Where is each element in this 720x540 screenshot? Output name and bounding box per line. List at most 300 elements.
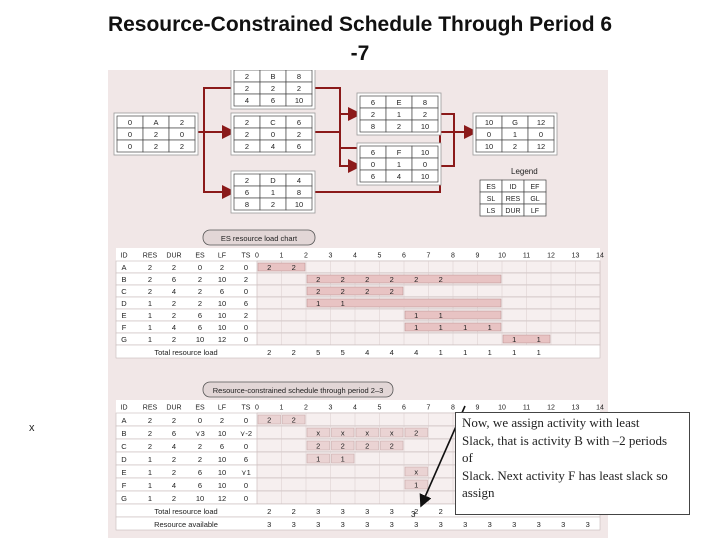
load-bar xyxy=(405,311,501,319)
footer-value: 1 xyxy=(512,348,517,357)
activity-cell: 1 xyxy=(147,481,153,490)
legend-cell-label: LF xyxy=(530,208,540,215)
period-label: 3 xyxy=(328,252,333,260)
legend-cell-label: GL xyxy=(530,196,540,203)
period-label: 4 xyxy=(353,252,357,260)
activity-cell: 1 xyxy=(147,455,153,464)
load-value: 2 xyxy=(316,287,321,296)
node-cell-value: 4 xyxy=(396,172,402,181)
period-label: 5 xyxy=(377,404,382,412)
period-label: 0 xyxy=(255,252,259,260)
load-value: 2 xyxy=(389,275,394,284)
load-value: 2 xyxy=(414,275,419,284)
activity-cell: 1 xyxy=(147,323,153,332)
footer-value: 1 xyxy=(487,348,492,357)
footer-value: 2 xyxy=(291,348,296,357)
activity-cell: G xyxy=(121,335,127,344)
activity-cell: 2 xyxy=(147,275,153,284)
footer-value: 3 xyxy=(487,520,492,529)
activity-cell: 4 xyxy=(171,481,177,490)
title-line-1: Resource-Constrained Schedule Through Period 6 xyxy=(107,13,613,36)
legend-cell-label: DUR xyxy=(505,208,521,215)
footer-value: 3 xyxy=(389,507,394,516)
load-value: 2 xyxy=(316,275,321,284)
node-cell-value: 4 xyxy=(270,142,276,151)
activity-cell: E xyxy=(121,468,127,477)
load-value: 2 xyxy=(340,275,345,284)
period-label: 9 xyxy=(475,252,480,260)
activity-cell: A xyxy=(121,263,127,272)
activity-cell: 10 xyxy=(195,494,205,503)
footer-value: 3 xyxy=(316,507,321,516)
activity-cell: 2 xyxy=(171,335,177,344)
schedule-mark: 2 xyxy=(389,441,394,451)
node-cell-value: 0 xyxy=(538,130,544,139)
node-cell-value: 2 xyxy=(370,110,376,119)
network-node-d xyxy=(231,171,315,213)
period-label: 6 xyxy=(402,404,406,412)
load-value: 1 xyxy=(414,311,419,320)
activity-cell: 1 xyxy=(147,468,153,477)
footer-value: 2 xyxy=(267,507,272,516)
load-bar xyxy=(503,335,550,343)
period-label: 8 xyxy=(451,404,455,412)
node-cell-value: G xyxy=(512,118,518,127)
footer-label: Resource available xyxy=(154,520,218,529)
activity-cell: 2 xyxy=(197,455,203,464)
activity-cell: 2 xyxy=(197,442,203,451)
column-header: ES xyxy=(195,404,205,412)
node-cell-value: A xyxy=(153,118,159,127)
schedule-mark: 2 xyxy=(316,441,321,451)
column-header: RES xyxy=(142,404,158,412)
node-cell-value: 12 xyxy=(536,142,546,151)
schedule-mark: 1 xyxy=(340,454,345,464)
footer-value: 1 xyxy=(438,348,443,357)
chart1-title: ES resource load chart xyxy=(220,234,298,243)
node-cell-value: 2 xyxy=(153,130,159,139)
node-cell-value: 2 xyxy=(179,118,185,127)
activity-cell: 2 xyxy=(147,416,153,425)
activity-cell: 1 xyxy=(147,494,153,503)
slide-title xyxy=(40,10,680,68)
load-value: 2 xyxy=(291,263,296,272)
activity-cell: 2 xyxy=(197,275,203,284)
node-cell-value: 0 xyxy=(422,160,428,169)
activity-cell: 2 xyxy=(147,429,153,438)
load-value: 1 xyxy=(340,299,345,308)
activity-cell: 2 xyxy=(219,416,225,425)
period-label: 12 xyxy=(547,252,555,260)
node-cell-value: 2 xyxy=(153,142,159,151)
node-cell-value: 2 xyxy=(244,176,250,185)
period-label: 13 xyxy=(571,404,580,412)
activity-cell: 12 xyxy=(217,494,227,503)
activity-cell: 10 xyxy=(217,299,227,308)
node-cell-value: 6 xyxy=(370,172,376,181)
node-cell-value: 10 xyxy=(420,122,430,131)
node-cell-value: 2 xyxy=(296,130,302,139)
footer-label: Total resource load xyxy=(154,507,218,516)
node-cell-value: 4 xyxy=(296,176,302,185)
schedule-mark: 2 xyxy=(291,415,296,425)
footer-value: 4 xyxy=(365,348,370,357)
activity-cell: 6 xyxy=(219,287,225,296)
activity-cell: C xyxy=(121,287,127,296)
node-cell-value: 0 xyxy=(127,118,133,127)
network-node-e xyxy=(357,93,441,135)
legend-cell-label: ID xyxy=(509,184,517,191)
node-cell-value: 10 xyxy=(484,118,494,127)
period-label: 9 xyxy=(475,404,480,412)
activity-cell: 10 xyxy=(195,335,205,344)
activity-cell: 6 xyxy=(171,275,177,284)
node-cell-value: 0 xyxy=(179,130,185,139)
period-label: 0 xyxy=(255,404,259,412)
node-cell-value: 2 xyxy=(244,72,250,81)
schedule-mark: 1 xyxy=(316,454,321,464)
activity-cell: D xyxy=(121,455,127,464)
period-label: 7 xyxy=(426,252,431,260)
column-header: RES xyxy=(142,252,158,260)
activity-cell: 0 xyxy=(243,263,249,272)
schedule-mark: x xyxy=(340,428,345,438)
load-bar xyxy=(307,287,403,295)
footer-value: 3 xyxy=(561,520,566,529)
node-cell-value: 8 xyxy=(422,98,428,107)
activity-cell: 0 xyxy=(243,287,249,296)
footer-value: 3 xyxy=(438,520,443,529)
callout-line: of xyxy=(462,450,473,465)
node-cell-value: 10 xyxy=(420,172,430,181)
node-cell-value: 8 xyxy=(296,188,302,197)
column-header: ID xyxy=(120,252,128,260)
activity-cell: ⋎3 xyxy=(195,429,205,438)
node-cell-value: 2 xyxy=(296,84,302,93)
period-label: 2 xyxy=(304,252,308,260)
period-label: 3 xyxy=(328,404,333,412)
activity-cell: 2 xyxy=(171,263,177,272)
activity-cell: 2 xyxy=(171,455,177,464)
period-label: 5 xyxy=(377,252,382,260)
activity-cell: 0 xyxy=(197,416,203,425)
activity-cell: ⋎1 xyxy=(241,468,251,477)
period-label: 11 xyxy=(522,404,531,412)
activity-cell: 6 xyxy=(197,468,203,477)
footer-value: 5 xyxy=(316,348,321,357)
footer-value: 4 xyxy=(414,348,419,357)
schedule-mark: 2 xyxy=(267,415,272,425)
footer-value: 3 xyxy=(512,520,517,529)
es-resource-load-chart xyxy=(116,248,604,358)
node-cell-value: 2 xyxy=(512,142,518,151)
footer-value: 4 xyxy=(389,348,394,357)
load-bar xyxy=(405,323,501,331)
activity-cell: 6 xyxy=(197,311,203,320)
node-cell-value: 10 xyxy=(294,96,304,105)
activity-cell: C xyxy=(121,442,127,451)
activity-cell: F xyxy=(121,481,127,490)
activity-cell: 2 xyxy=(147,442,153,451)
node-cell-value: 8 xyxy=(296,72,302,81)
activity-cell: 0 xyxy=(243,323,249,332)
load-bar xyxy=(258,263,305,271)
period-label: 6 xyxy=(402,252,406,260)
footer-value: 5 xyxy=(340,348,345,357)
activity-cell: 1 xyxy=(147,299,153,308)
callout-line: Now, we assign activity with least xyxy=(462,415,640,430)
node-cell-value: 6 xyxy=(370,98,376,107)
node-cell-value: 2 xyxy=(244,84,250,93)
period-label: 10 xyxy=(498,404,506,412)
activity-cell: D xyxy=(121,299,127,308)
legend-title: Legend xyxy=(511,167,538,176)
period-label: 12 xyxy=(547,404,555,412)
node-cell-value: 4 xyxy=(244,96,250,105)
activity-cell: 1 xyxy=(147,335,153,344)
stray-mark: x xyxy=(29,422,35,434)
period-label: 10 xyxy=(498,252,506,260)
footer-value: 3 xyxy=(340,520,345,529)
period-label: 7 xyxy=(426,404,431,412)
node-cell-value: 10 xyxy=(294,200,304,209)
activity-cell: 10 xyxy=(217,311,227,320)
activity-cell: 2 xyxy=(243,275,249,284)
node-cell-value: 2 xyxy=(244,130,250,139)
callout-line: assign xyxy=(462,485,495,500)
activity-cell: 12 xyxy=(217,335,227,344)
node-cell-value: 2 xyxy=(422,110,428,119)
column-header: LF xyxy=(217,404,227,412)
node-cell-value: B xyxy=(270,72,276,81)
node-cell-value: 10 xyxy=(420,148,430,157)
footer-value: 2 xyxy=(438,507,443,516)
node-cell-value: 10 xyxy=(484,142,494,151)
period-label: 1 xyxy=(279,252,284,260)
activity-cell: 2 xyxy=(171,311,177,320)
load-value: 1 xyxy=(438,323,443,332)
footer-value: 3 xyxy=(414,520,419,529)
column-header: TS xyxy=(241,404,251,412)
network-node-g xyxy=(473,113,557,155)
activity-cell: 6 xyxy=(197,323,203,332)
load-value: 2 xyxy=(267,263,272,272)
load-value: 1 xyxy=(487,323,492,332)
network-node-b xyxy=(231,70,315,109)
period-label: 13 xyxy=(571,252,580,260)
load-value: 1 xyxy=(414,323,419,332)
activity-cell: 10 xyxy=(217,323,227,332)
activity-cell: 2 xyxy=(197,299,203,308)
activity-cell: 4 xyxy=(171,442,177,451)
footer-value: 1 xyxy=(463,348,468,357)
node-cell-value: 12 xyxy=(536,118,546,127)
footer-value: 3 xyxy=(585,520,590,529)
node-cell-value: 6 xyxy=(296,142,302,151)
activity-cell: 0 xyxy=(197,263,203,272)
load-value: 1 xyxy=(536,335,541,344)
activity-cell: 2 xyxy=(243,311,249,320)
period-label: 14 xyxy=(596,404,604,412)
callout-box xyxy=(455,412,690,515)
node-cell-value: 2 xyxy=(270,200,276,209)
footer-value: 3 xyxy=(291,520,296,529)
schedule-mark: x xyxy=(316,428,321,438)
load-value: 2 xyxy=(365,287,370,296)
callout-line: Slack. Next activity F has least slack so xyxy=(462,467,668,483)
node-cell-value: D xyxy=(270,176,276,185)
schedule-mark: x xyxy=(365,428,370,438)
node-cell-value: 2 xyxy=(244,118,250,127)
activity-cell: 0 xyxy=(243,442,249,451)
node-cell-value: 1 xyxy=(512,130,518,139)
node-cell-value: 0 xyxy=(370,160,376,169)
footer-value: 3 xyxy=(463,520,468,529)
load-value: 2 xyxy=(340,287,345,296)
activity-cell: F xyxy=(121,323,127,332)
node-cell-value: 2 xyxy=(270,84,276,93)
activity-cell: 4 xyxy=(171,287,177,296)
activity-cell: 10 xyxy=(217,481,227,490)
period-label: 2 xyxy=(304,404,308,412)
activity-cell: 2 xyxy=(197,287,203,296)
node-cell-value: 6 xyxy=(370,148,376,157)
schedule-mark: 2 xyxy=(365,441,370,451)
network-node-c xyxy=(231,113,315,155)
activity-cell: A xyxy=(121,416,127,425)
footer-value: 3 xyxy=(536,520,541,529)
activity-cell: 6 xyxy=(219,442,225,451)
node-cell-value: 6 xyxy=(296,118,302,127)
activity-cell: B xyxy=(121,275,127,284)
period-label: 8 xyxy=(451,252,455,260)
legend-cell-label: ES xyxy=(486,184,496,191)
footer-value: 3 xyxy=(365,520,370,529)
activity-cell: 0 xyxy=(243,481,249,490)
legend-cell-label: LS xyxy=(486,208,496,215)
node-cell-value: 0 xyxy=(127,130,133,139)
load-value: 2 xyxy=(389,287,394,296)
network-node-a xyxy=(114,113,198,155)
activity-cell: 2 xyxy=(147,263,153,272)
load-value: 1 xyxy=(512,335,517,344)
column-header: DUR xyxy=(166,252,182,260)
schedule-mark: 2 xyxy=(340,441,345,451)
node-cell-value: 0 xyxy=(127,142,133,151)
node-cell-value: 2 xyxy=(396,122,402,131)
footer-value: 3 xyxy=(365,507,370,516)
activity-cell: 6 xyxy=(171,429,177,438)
node-cell-value: 1 xyxy=(396,110,402,119)
load-value: 1 xyxy=(316,299,321,308)
node-cell-value: C xyxy=(270,118,276,127)
node-cell-value: 2 xyxy=(244,142,250,151)
activity-cell: 2 xyxy=(171,299,177,308)
load-value: 2 xyxy=(438,275,443,284)
pointer-label: 3 xyxy=(411,510,416,519)
node-cell-value: 8 xyxy=(370,122,376,131)
activity-cell: 10 xyxy=(217,429,227,438)
activity-cell: 10 xyxy=(217,455,227,464)
node-cell-value: 0 xyxy=(270,130,276,139)
activity-cell: G xyxy=(121,494,127,503)
column-header: ES xyxy=(195,252,205,260)
footer-value: 3 xyxy=(389,520,394,529)
activity-cell: 10 xyxy=(217,275,227,284)
legend-cell-label: EF xyxy=(530,184,540,191)
activity-cell: 4 xyxy=(171,323,177,332)
activity-cell: 2 xyxy=(171,494,177,503)
column-header: TS xyxy=(241,252,251,260)
activity-cell: 6 xyxy=(197,481,203,490)
node-cell-value: 0 xyxy=(486,130,492,139)
node-cell-value: 1 xyxy=(270,188,276,197)
column-header: ID xyxy=(120,404,128,412)
footer-label: Total resource load xyxy=(154,348,218,357)
period-label: 14 xyxy=(596,252,604,260)
node-cell-value: 6 xyxy=(270,96,276,105)
node-cell-value: 2 xyxy=(179,142,185,151)
activity-cell: 0 xyxy=(243,416,249,425)
activity-cell: 2 xyxy=(147,287,153,296)
activity-cell: ⋎-2 xyxy=(239,429,253,438)
footer-value: 1 xyxy=(536,348,541,357)
network-node-f xyxy=(357,143,441,185)
footer-value: 3 xyxy=(316,520,321,529)
activity-cell: 0 xyxy=(243,494,249,503)
column-header: DUR xyxy=(166,404,182,412)
schedule-mark: 1 xyxy=(414,480,419,490)
activity-cell: E xyxy=(121,311,127,320)
node-cell-value: 1 xyxy=(396,160,402,169)
callout-line: Slack, that is activity B with –2 periods xyxy=(462,432,668,448)
node-cell-value: F xyxy=(396,148,402,157)
load-value: 2 xyxy=(365,275,370,284)
footer-value: 2 xyxy=(291,507,296,516)
footer-value: 3 xyxy=(340,507,345,516)
activity-cell: 6 xyxy=(243,299,249,308)
load-value: 1 xyxy=(438,311,443,320)
node-cell-value: E xyxy=(396,98,402,107)
chart2-title: Resource-constrained schedule through period 2–3 xyxy=(212,386,384,395)
activity-cell: 10 xyxy=(217,468,227,477)
footer-value: 2 xyxy=(267,348,272,357)
legend xyxy=(480,180,546,216)
node-cell-value: 6 xyxy=(244,188,250,197)
activity-cell: 2 xyxy=(171,416,177,425)
schedule-mark: x xyxy=(414,467,419,477)
activity-cell: 2 xyxy=(171,468,177,477)
schedule-mark: 2 xyxy=(414,428,419,438)
activity-cell: B xyxy=(121,429,127,438)
schedule-mark: x xyxy=(389,428,394,438)
load-value: 1 xyxy=(463,323,468,332)
column-header: LF xyxy=(217,252,227,260)
activity-cell: 1 xyxy=(147,311,153,320)
activity-cell: 0 xyxy=(243,335,249,344)
period-label: 1 xyxy=(279,404,284,412)
footer-value: 3 xyxy=(267,520,272,529)
period-label: 11 xyxy=(522,252,531,260)
load-bar xyxy=(307,299,501,307)
legend-cell-label: SL xyxy=(486,196,496,203)
period-label: 4 xyxy=(353,404,357,412)
footer-value: 2 xyxy=(414,507,419,516)
legend-cell-label: RES xyxy=(505,196,521,203)
activity-cell: 2 xyxy=(219,263,225,272)
title-line-2: -7 xyxy=(350,42,370,65)
activity-cell: 6 xyxy=(243,455,249,464)
